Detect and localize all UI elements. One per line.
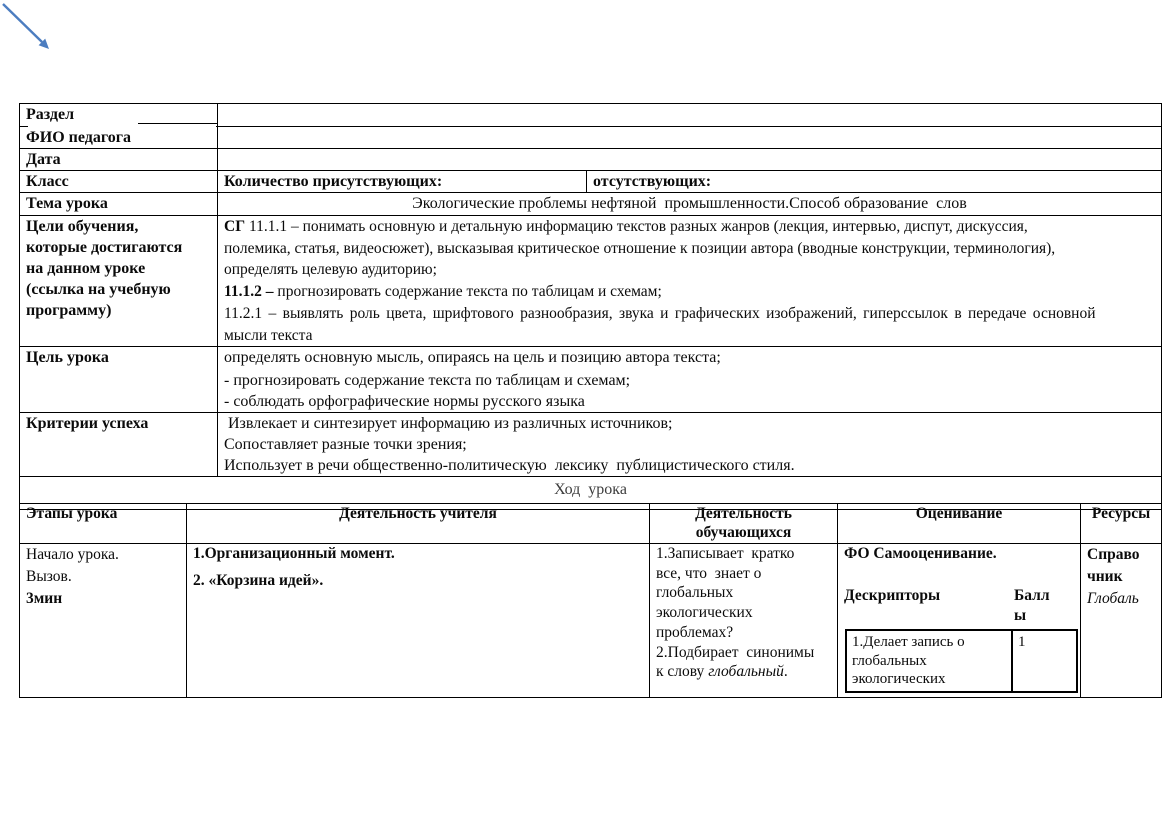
course-header-title: Ход урока bbox=[554, 481, 627, 499]
objective-line-5: 11.2.1 – выявлять роль цвета, шрифтового разнообразия, звука и графических изображений, гиперссылок в передаче основной bbox=[224, 304, 1096, 322]
descriptors-label: Дескрипторы bbox=[844, 587, 941, 604]
topic-label: Тема урока bbox=[26, 195, 108, 212]
header-stages: Этапы урока bbox=[20, 504, 187, 544]
class-row bbox=[20, 171, 1162, 193]
teacher-value-cell bbox=[218, 127, 1162, 149]
lesson-goal-label: Цель урока bbox=[26, 349, 109, 367]
lesson-goal-row bbox=[20, 347, 1162, 413]
stage-minutes: 3мин bbox=[26, 590, 63, 607]
lesson-goal-label-cell bbox=[20, 347, 218, 413]
success-criteria-label-cell bbox=[20, 413, 218, 477]
present-count-label: Количество присутствующих: bbox=[224, 173, 443, 190]
arrow-icon bbox=[0, 0, 58, 58]
border-gap bbox=[28, 124, 216, 128]
student-activity-line bbox=[656, 662, 831, 682]
success-criteria-value-cell bbox=[218, 413, 1162, 477]
descriptor-points-cell: 1 bbox=[1012, 630, 1077, 692]
student-term-italic: глобальный bbox=[708, 663, 784, 681]
resources-title: Справочник bbox=[1087, 546, 1140, 585]
stages-header-row bbox=[20, 504, 1162, 544]
resources-cell bbox=[1081, 544, 1162, 698]
objective-text: прогнозировать содержание текста по таблицам и схемам; bbox=[273, 283, 662, 301]
student-text: . bbox=[783, 663, 788, 681]
descriptor-text-cell: 1.Делает запись о глобальных экологических bbox=[846, 630, 1012, 692]
teacher-activity-line: 2. «Корзина идей». bbox=[193, 572, 324, 589]
topic-value-cell bbox=[218, 193, 1162, 216]
header-teacher-activity: Деятельность учителя bbox=[187, 504, 650, 544]
lesson-goal-line: определять основную мысль, опираясь на цель и позицию автора текста; bbox=[224, 349, 721, 367]
objectives-value-cell bbox=[218, 216, 1162, 347]
objectives-label-line: на данном уроке bbox=[26, 260, 146, 277]
border-raised-segment bbox=[138, 123, 217, 125]
objectives-label-line: которые достигаются bbox=[26, 239, 183, 256]
assessment-cell bbox=[838, 544, 1081, 698]
teacher-activity-cell bbox=[187, 544, 650, 698]
date-label: Дата bbox=[26, 151, 61, 168]
date-label-cell bbox=[20, 149, 218, 171]
objectives-label-line: программу) bbox=[26, 302, 112, 319]
header-student-activity: Деятельность обучающихся bbox=[650, 504, 838, 544]
student-activity-line: все, что знает о bbox=[656, 564, 762, 582]
assessment-title: ФО Самооценивание. bbox=[844, 545, 997, 562]
objective-line-2: полемика, статья, видеосюжет), высказывая критическое отношение к позиции автора (вводные конструкции, терминология), bbox=[224, 239, 1056, 257]
header-assessment: Оценивание bbox=[838, 504, 1081, 544]
success-criteria-line: Извлекает и синтезирует информацию из различных источников; bbox=[224, 415, 673, 433]
descriptor-table bbox=[845, 629, 1078, 693]
objective-line-6: мысли текста bbox=[224, 326, 313, 344]
student-activity-line: глобальных bbox=[656, 584, 734, 602]
success-criteria-line: Сопоставляет разные точки зрения; bbox=[224, 436, 467, 454]
teacher-row bbox=[20, 127, 1162, 149]
objective-line-4 bbox=[224, 281, 1155, 303]
objective-line-1 bbox=[224, 216, 1155, 238]
class-label: Класс bbox=[26, 173, 69, 190]
student-activity-cell bbox=[650, 544, 838, 698]
section-label: Раздел bbox=[26, 106, 75, 123]
stage-cell bbox=[20, 544, 187, 698]
student-activity-line: экологических bbox=[656, 604, 753, 622]
class-label-cell bbox=[20, 171, 218, 193]
objectives-label-cell bbox=[20, 216, 218, 347]
student-text: к слову bbox=[656, 663, 709, 681]
lesson-goal-line: - соблюдать орфографические нормы русского языка bbox=[224, 393, 585, 411]
topic-row bbox=[20, 193, 1162, 216]
absent-count-cell bbox=[587, 171, 1162, 193]
teacher-label-cell bbox=[20, 127, 218, 149]
success-criteria-row bbox=[20, 413, 1162, 477]
objectives-label-line: (ссылка на учебную bbox=[26, 281, 171, 298]
stage-line: Вызов. bbox=[26, 568, 72, 585]
student-activity-line: 1.Записывает кратко bbox=[656, 545, 795, 562]
stage-line: Начало урока. bbox=[26, 546, 119, 563]
lesson-goal-line: - прогнозировать содержание текста по таблицам и схемам; bbox=[224, 372, 631, 390]
present-count-cell bbox=[218, 171, 587, 193]
teacher-label: ФИО педагога bbox=[26, 129, 131, 146]
topic-label-cell bbox=[20, 193, 218, 216]
objective-code-bold: СГ bbox=[224, 218, 246, 235]
student-activity-line: проблемах? bbox=[656, 623, 734, 641]
points-label: Баллы bbox=[1014, 587, 1050, 624]
date-value-cell bbox=[218, 149, 1162, 171]
date-row bbox=[20, 149, 1162, 171]
section-value-cell bbox=[218, 104, 1162, 127]
objective-code-bold: 11.1.2 – bbox=[224, 283, 274, 301]
descriptor-row bbox=[846, 630, 1077, 692]
header-resources: Ресурсы bbox=[1081, 504, 1162, 544]
teacher-activity-line: 1.Организационный момент. bbox=[193, 545, 395, 562]
lesson-info-table bbox=[19, 103, 1162, 510]
stage-row bbox=[20, 544, 1162, 698]
objectives-row bbox=[20, 216, 1162, 347]
lesson-goal-value-cell bbox=[218, 347, 1162, 413]
objective-line-3: определять целевую аудиторию; bbox=[224, 261, 437, 279]
lesson-stages-table bbox=[19, 503, 1162, 698]
success-criteria-label: Критерии успеха bbox=[26, 415, 149, 433]
absent-count-label: отсутствующих: bbox=[593, 173, 712, 190]
descriptor-header bbox=[844, 586, 1074, 626]
success-criteria-line: Использует в речи общественно-политическую лексику публицистического стиля. bbox=[224, 457, 795, 475]
objectives-label-line: Цели обучения, bbox=[26, 218, 139, 235]
topic-value: Экологические проблемы нефтяной промышленности.Способ образование слов bbox=[412, 195, 967, 212]
objective-text: 11.1.1 – понимать основную и детальную информацию текстов разных жанров (лекция, интервью, диспут, дискуссия, bbox=[245, 218, 1028, 235]
student-activity-line: 2.Подбирает синонимы bbox=[656, 643, 815, 661]
resources-item: Глобаль bbox=[1087, 590, 1139, 607]
